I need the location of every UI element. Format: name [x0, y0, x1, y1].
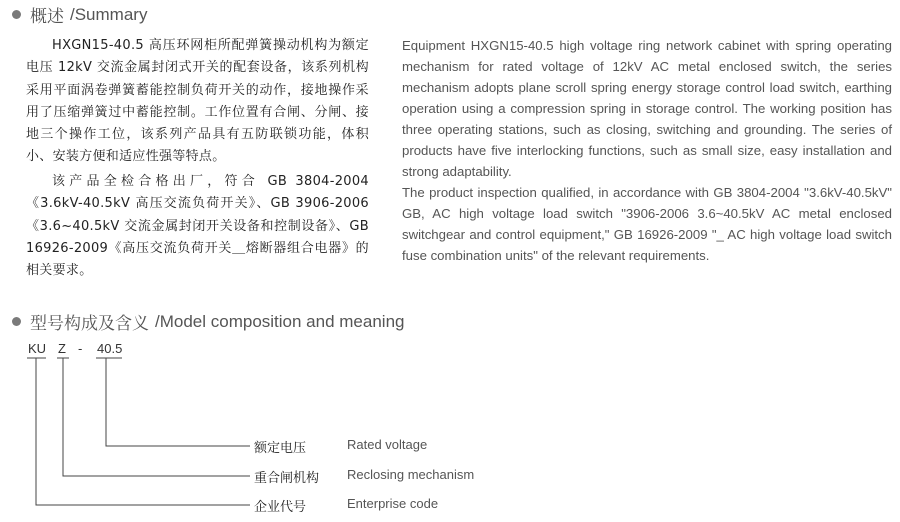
- summary-title-en: /Summary: [70, 4, 148, 24]
- meaning-voltage-cn: 额定电压: [254, 441, 307, 456]
- meaning-enterprise-cn: 企业代号: [254, 500, 307, 515]
- meaning-reclosing-en: Reclosing mechanism: [347, 467, 475, 482]
- meaning-reclosing-cn: 重合闸机构: [254, 471, 320, 486]
- reclosing-leader-line: [63, 358, 250, 476]
- summary-cn-paragraph-1: HXGN15-40.5 高压环网柜所配弹簧操动机构为额定电压 12kV 交流金属封闭式开关的配套设备，该系列机构采用平面涡卷弹簧蓄能控制负荷开关的动作，接地操作采用了压缩弹簧过中蓄能控制。工作位置有合闸、分闸、接地三个操作工位，该系列产品具有五防联锁功能，体积小、安装方便和适应性强等特点。: [26, 38, 369, 165]
- voltage-leader-line: [106, 358, 250, 446]
- enterprise-leader-line: [36, 358, 250, 505]
- model-title-cn: 型号构成及含义: [30, 314, 149, 334]
- model-code-part-reclosing: Z: [58, 341, 66, 356]
- summary-cn-paragraph-2: 该产品全检合格出厂，符合 GB 3804-2004 《3.6kV-40.5kV 高压交流负荷开关》、GB 3906-2006《3.6~40.5kV 交流金属封闭开关设备和控制设备》、GB 16926-2009《高压交流负荷开关＿熔断器组合电器》的相关要求。: [26, 174, 369, 279]
- summary-title-cn: 概述: [30, 7, 64, 27]
- model-code-separator: -: [78, 341, 83, 356]
- model-title-en: /Model composition and meaning: [155, 311, 405, 331]
- meaning-voltage-en: Rated voltage: [347, 437, 428, 452]
- model-code-part-voltage: 40.5: [97, 341, 123, 356]
- summary-en-paragraph-1: Equipment HXGN15-40.5 high voltage ring network cabinet with spring operating mechanism for rated voltage of 12kV AC metal enclosed switch, the series mechanism adopts plane scroll spring energy storage control load switch, earthing operation using a compression spring in storage control. The working position has three operating stations, such as closing, switching and grounding. The series of products have five interlocking functions, such as small size, easy installation and strong adaptability.: [402, 38, 892, 179]
- summary-en-paragraph-2: The product inspection qualified, in accordance with GB 3804-2004 "3.6kV-40.5kV" GB, AC high voltage load switch "3906-2006 3.6~40.5kV AC metal enclosed switchgear and control equipment," GB 16926-2009 "_ AC high voltage load switch fuse combination units" of the relevant requirements.: [402, 185, 892, 263]
- model-code-part-enterprise: KU: [28, 341, 47, 356]
- meaning-enterprise-en: Enterprise code: [347, 496, 439, 511]
